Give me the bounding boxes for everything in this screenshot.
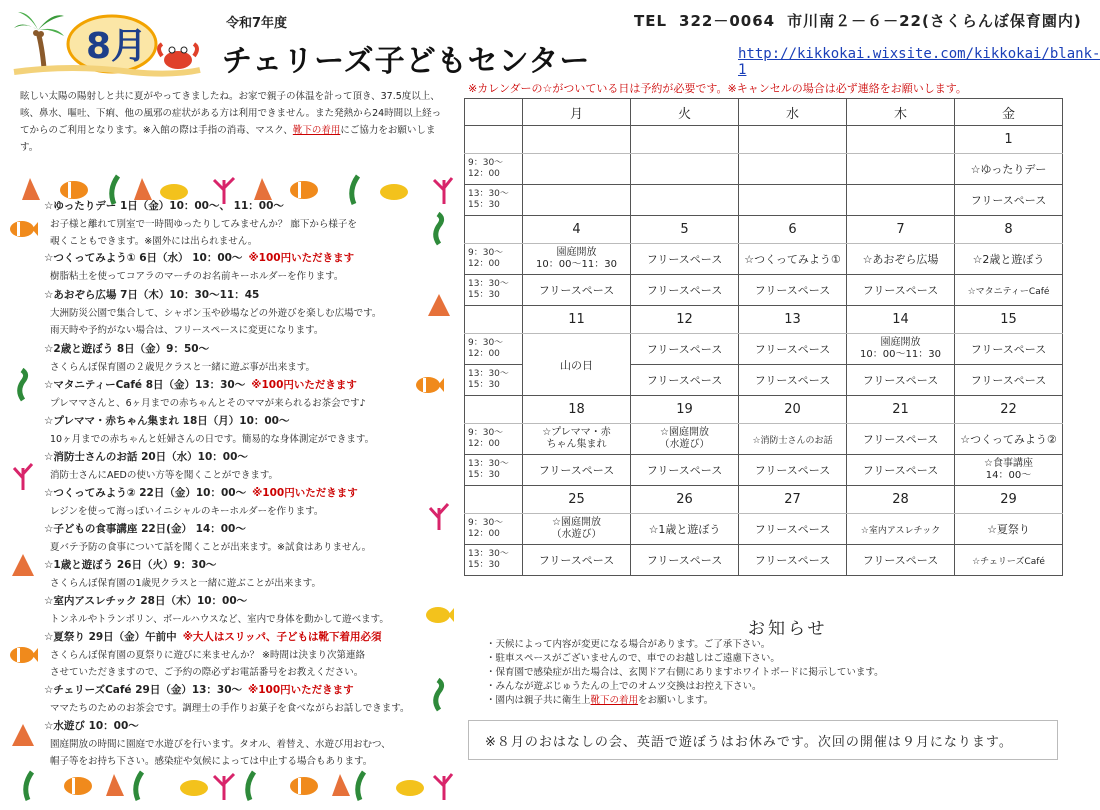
event-desc: 大洲防災公園で集合して、シャボン玉や砂場などの外遊びを楽しむ広場です。 bbox=[50, 308, 382, 319]
shell-icon bbox=[8, 720, 38, 750]
schedule-cell: ☆1歳と遊ぼう bbox=[631, 514, 739, 545]
notice-item: ・みんなが遊ぶじゅうたんの上でのオムツ交換はお控え下さい。 bbox=[486, 681, 762, 692]
date-cell: 21 bbox=[847, 396, 955, 424]
fish-icon bbox=[414, 370, 444, 400]
schedule-cell: フリースペース bbox=[631, 365, 739, 396]
events-column bbox=[0, 80, 462, 810]
address: 市川南２－６－22(さくらんぼ保育園内) bbox=[787, 12, 1082, 30]
notice-footer: ※８月のおはなしの会、英語で遊ぼうはお休みです。次回の開催は９月になります。 bbox=[485, 735, 1013, 750]
date-cell bbox=[847, 126, 955, 154]
schedule-cell: ☆園庭開放 （水遊び） bbox=[523, 514, 631, 545]
schedule-cell: ☆室内アスレチック bbox=[847, 514, 955, 545]
event-desc: プレママさんと、6ヶ月までの赤ちゃんとそのママが来られるお茶会です♪ bbox=[50, 398, 366, 409]
time-am: 9：30～ 12：00 bbox=[465, 154, 523, 185]
schedule-cell: フリースペース bbox=[955, 334, 1063, 365]
intro-socks: 靴下の着用 bbox=[292, 125, 341, 136]
event-title: ☆2歳と遊ぼう 8日（金）9：50～ bbox=[44, 343, 210, 355]
time-am: 9：30～ 12：00 bbox=[465, 424, 523, 455]
schedule-cell: ☆園庭開放 （水遊び） bbox=[631, 424, 739, 455]
holiday-cell: 山の日 bbox=[523, 334, 631, 396]
event-title: ☆1歳と遊ぼう 26日（火）9：30～ bbox=[44, 559, 217, 571]
intro-body: 眩しい太陽の陽射しと共に夏がやってきましたね。お家で親子の体温を計って頂き、37.5度以上、咳、鼻水、嘔吐、下痢、他の風邪の症状がある方は利用できません。また発熱から24時間以上経ってからのご利用となります。※入館の際は手指の消毒、マスク、 bbox=[20, 91, 442, 136]
am-row bbox=[465, 154, 1063, 185]
notices-title: お知らせ bbox=[748, 619, 828, 639]
schedule-cell: フリースペース bbox=[847, 275, 955, 306]
event-desc: レジンを使って海っぽいイニシャルのキーホルダーを作ります。 bbox=[50, 506, 324, 517]
schedule-cell: フリースペース bbox=[739, 514, 847, 545]
schedule-cell: ☆あおぞら広場 bbox=[847, 244, 955, 275]
date-cell bbox=[739, 126, 847, 154]
date-cell bbox=[523, 126, 631, 154]
date-row bbox=[465, 396, 1063, 424]
date-cell: 29 bbox=[955, 486, 1063, 514]
tel-number: 322－0064 bbox=[679, 12, 776, 30]
schedule-cell: フリースペース bbox=[523, 455, 631, 486]
notices-section bbox=[468, 612, 1058, 710]
date-cell: 20 bbox=[739, 396, 847, 424]
seaweed-icon bbox=[424, 680, 454, 710]
event-desc: 園庭開放の時間に園庭で水遊びを行います。タオル、着替え、水遊び用おむつ、 bbox=[50, 739, 391, 750]
shell-icon bbox=[8, 550, 38, 580]
schedule-cell: ☆マタニティーCafé bbox=[955, 275, 1063, 306]
event-title: ☆水遊び 10：00～ bbox=[44, 720, 139, 732]
schedule-cell: フリースペース bbox=[523, 545, 631, 576]
date-cell: 4 bbox=[523, 216, 631, 244]
schedule-cell: フリースペース bbox=[739, 275, 847, 306]
event-title: ☆つくってみよう② 22日（金）10：00～ ※100円いただきます bbox=[44, 487, 358, 499]
schedule-cell: フリースペース bbox=[631, 244, 739, 275]
schedule-cell bbox=[631, 154, 739, 185]
fiscal-year: 令和7年度 bbox=[226, 16, 288, 31]
day-header: 火 bbox=[631, 99, 739, 126]
date-cell: 26 bbox=[631, 486, 739, 514]
event-desc: 消防士さんにAEDの使い方等を聞くことができます。 bbox=[50, 470, 279, 481]
tel-label: TEL bbox=[634, 12, 668, 30]
schedule-cell: フリースペース bbox=[631, 334, 739, 365]
time-pm: 13：30～ 15：30 bbox=[465, 545, 523, 576]
intro-text bbox=[20, 88, 442, 156]
date-cell: 22 bbox=[955, 396, 1063, 424]
schedule-cell: フリースペース bbox=[739, 334, 847, 365]
schedule-cell: 園庭開放 10：00～11：30 bbox=[847, 334, 955, 365]
date-corner bbox=[465, 216, 523, 244]
schedule-cell: フリースペース bbox=[631, 275, 739, 306]
event-title: ☆室内アスレチック 28日（木）10：00～ bbox=[44, 595, 248, 607]
date-corner bbox=[465, 126, 523, 154]
date-cell: 19 bbox=[631, 396, 739, 424]
time-pm: 13：30～ 15：30 bbox=[465, 185, 523, 216]
event-desc: 樹脂粘土を使ってコアラのマーチのお名前キーホルダーを作ります。 bbox=[50, 271, 344, 282]
schedule-cell: フリースペース bbox=[739, 455, 847, 486]
pm-row bbox=[465, 275, 1063, 306]
schedule-cell: フリースペース bbox=[739, 365, 847, 396]
notice-item: ・天候によって内容が変更になる場合があります。ご了承下さい。 bbox=[486, 639, 771, 650]
date-cell: 14 bbox=[847, 306, 955, 334]
schedule-cell: ☆2歳と遊ぼう bbox=[955, 244, 1063, 275]
schedule-cell: ☆食事講座 14：00～ bbox=[955, 455, 1063, 486]
schedule-cell: フリースペース bbox=[847, 365, 955, 396]
date-cell: 7 bbox=[847, 216, 955, 244]
fish-icon bbox=[8, 640, 38, 670]
time-pm: 13：30～ 15：30 bbox=[465, 275, 523, 306]
coral-icon bbox=[424, 500, 454, 530]
date-row bbox=[465, 486, 1063, 514]
event-desc: さくらんぼ保育園の夏祭りに遊びに来ませんか？ ※時間は決まり次第連絡 bbox=[50, 650, 365, 661]
date-cell: 11 bbox=[523, 306, 631, 334]
date-cell: 5 bbox=[631, 216, 739, 244]
schedule-cell: ☆つくってみよう① bbox=[739, 244, 847, 275]
center-title: チェリーズ子どもセンター bbox=[222, 44, 591, 79]
fish-icon bbox=[8, 214, 38, 244]
website-link[interactable]: http://kikkokai.wixsite.com/kikkokai/blank-1 bbox=[738, 46, 1100, 78]
day-header: 木 bbox=[847, 99, 955, 126]
date-cell: 27 bbox=[739, 486, 847, 514]
time-am: 9：30～ 12：00 bbox=[465, 514, 523, 545]
schedule-cell: フリースペース bbox=[955, 365, 1063, 396]
event-desc: トンネルやトランポリン、ボールハウスなど、室内で身体を動かして遊べます。 bbox=[50, 614, 389, 625]
fish-icon bbox=[424, 600, 454, 630]
event-desc: ママたちのためのお茶会です。調理士の手作りお菓子を食べながらお話しできます。 bbox=[50, 703, 410, 714]
notice-footer-box bbox=[468, 720, 1058, 760]
schedule-cell: ☆つくってみよう② bbox=[955, 424, 1063, 455]
date-cell: 1 bbox=[955, 126, 1063, 154]
schedule-cell: フリースペース bbox=[523, 275, 631, 306]
notice-item: ・駐車スペースがございませんので、車でのお越しはご遠慮下さい。 bbox=[486, 653, 780, 664]
notice-item: ・園内は親子共に衛生上靴下の着用をお願いします。 bbox=[486, 695, 714, 706]
date-cell: 13 bbox=[739, 306, 847, 334]
event-title: ☆プレママ・赤ちゃん集まれ 18日（月）10：00～ bbox=[44, 415, 290, 427]
event-desc: 夏バテ予防の食事について話を聞くことが出来ます。※試食はありません。 bbox=[50, 542, 372, 553]
am-row bbox=[465, 424, 1063, 455]
schedule-cell bbox=[739, 154, 847, 185]
date-cell: 8 bbox=[955, 216, 1063, 244]
contact-info bbox=[634, 10, 1094, 31]
schedule-cell: 園庭開放 10：00～11：30 bbox=[523, 244, 631, 275]
schedule-cell: フリースペース bbox=[631, 545, 739, 576]
schedule-cell: フリースペース bbox=[847, 424, 955, 455]
event-title: ☆マタニティーCafé 8日（金）13：30～ ※100円いただきます bbox=[44, 379, 357, 391]
reservation-notice: ※カレンダーの☆がついている日は予約が必要です。※キャンセルの場合は必ず連絡をお願いします。 bbox=[468, 82, 967, 95]
schedule-cell bbox=[847, 185, 955, 216]
schedule-cell bbox=[523, 154, 631, 185]
notice-item: ・保育園で感染症が出た場合は、玄関ドア右側にありますホワイトボードに掲示しています。 bbox=[486, 667, 884, 678]
intro-tail: にご協力をお願いします。 bbox=[20, 125, 436, 153]
shell-icon bbox=[424, 290, 454, 320]
schedule-cell: ☆プレママ・赤 ちゃん集まれ bbox=[523, 424, 631, 455]
schedule-cell: ☆夏祭り bbox=[955, 514, 1063, 545]
am-row bbox=[465, 514, 1063, 545]
schedule-cell: フリースペース bbox=[631, 455, 739, 486]
time-pm: 13：30～ 15：30 bbox=[465, 365, 523, 396]
coral-icon bbox=[8, 460, 38, 490]
date-cell bbox=[631, 126, 739, 154]
event-desc: 雨天時や予約がない場合は、フリースペースに変更になります。 bbox=[50, 325, 324, 336]
month-badge-text: 8月 bbox=[86, 26, 148, 67]
seaweed-icon bbox=[8, 370, 38, 400]
event-title: ☆あおぞら広場 7日（木）10：30～11：45 bbox=[44, 289, 260, 301]
schedule-cell bbox=[847, 154, 955, 185]
schedule-cell: ☆チェリーズCafé bbox=[955, 545, 1063, 576]
header bbox=[0, 0, 1100, 80]
month-logo-icon bbox=[12, 6, 202, 76]
date-cell: 18 bbox=[523, 396, 631, 424]
event-title: ☆消防士さんのお話 20日（水）10：00～ bbox=[44, 451, 248, 463]
time-am: 9：30～ 12：00 bbox=[465, 334, 523, 365]
notices-list bbox=[486, 638, 884, 708]
day-header: 金 bbox=[955, 99, 1063, 126]
event-desc: させていただきますので、ご予約の際必ずお電話番号をお教えください。 bbox=[50, 667, 364, 678]
pm-row bbox=[465, 455, 1063, 486]
schedule-cell bbox=[523, 185, 631, 216]
date-row bbox=[465, 216, 1063, 244]
event-desc: 帽子等をお持ち下さい。感染症や気候によっては中止する場合もあります。 bbox=[50, 756, 373, 767]
date-corner bbox=[465, 396, 523, 424]
event-desc: お子様と離れて別室で一時間ゆったりしてみませんか？ 廊下から様子を bbox=[50, 219, 357, 230]
event-desc: さくらんぼ保育園の２歳児クラスと一緒に遊ぶ事が出来ます。 bbox=[50, 362, 315, 373]
schedule-cell bbox=[631, 185, 739, 216]
schedule-cell: ☆ゆったりデー bbox=[955, 154, 1063, 185]
event-title: ☆子どもの食事講座 22日(金） 14：00～ bbox=[44, 523, 246, 535]
event-desc: 10ヶ月までの赤ちゃんと妊婦さんの日です。簡易的な身体測定ができます。 bbox=[50, 434, 375, 445]
event-desc: さくらんぼ保育園の1歳児クラスと一緒に遊ぶことが出来ます。 bbox=[50, 578, 322, 589]
date-cell: 15 bbox=[955, 306, 1063, 334]
event-title: ☆夏祭り 29日（金）午前中 ※大人はスリッパ、子どもは靴下着用必須 bbox=[44, 631, 382, 643]
day-header: 月 bbox=[523, 99, 631, 126]
calendar-header-row bbox=[465, 99, 1063, 126]
date-cell: 6 bbox=[739, 216, 847, 244]
day-header: 水 bbox=[739, 99, 847, 126]
am-row bbox=[465, 334, 1063, 365]
calendar-table bbox=[464, 98, 1063, 576]
time-am: 9：30～ 12：00 bbox=[465, 244, 523, 275]
date-row bbox=[465, 306, 1063, 334]
date-corner bbox=[465, 306, 523, 334]
date-corner bbox=[465, 486, 523, 514]
date-cell: 12 bbox=[631, 306, 739, 334]
schedule-cell: フリースペース bbox=[847, 545, 955, 576]
event-title: ☆つくってみよう① 6日（水） 10：00～ ※100円いただきます bbox=[44, 252, 355, 264]
schedule-cell bbox=[739, 185, 847, 216]
date-cell: 25 bbox=[523, 486, 631, 514]
date-cell: 28 bbox=[847, 486, 955, 514]
sea-decoration-icon bbox=[14, 766, 454, 802]
schedule-cell: フリースペース bbox=[739, 545, 847, 576]
event-title: ☆ゆったりデー 1日（金）10：00～、 11：00～ bbox=[44, 200, 284, 212]
event-title: ☆チェリーズCafé 29日（金）13：30～ ※100円いただきます bbox=[44, 684, 354, 696]
schedule-cell: ☆消防士さんのお話 bbox=[739, 424, 847, 455]
schedule-cell: フリースペース bbox=[847, 455, 955, 486]
corner-cell bbox=[465, 99, 523, 126]
schedule-cell: フリースペース bbox=[955, 185, 1063, 216]
event-desc: 覗くこともできます。※園外には出られません。 bbox=[50, 236, 258, 247]
pm-row bbox=[465, 185, 1063, 216]
seaweed-icon bbox=[424, 214, 454, 244]
date-row bbox=[465, 126, 1063, 154]
time-pm: 13：30～ 15：30 bbox=[465, 455, 523, 486]
pm-row bbox=[465, 545, 1063, 576]
am-row bbox=[465, 244, 1063, 275]
